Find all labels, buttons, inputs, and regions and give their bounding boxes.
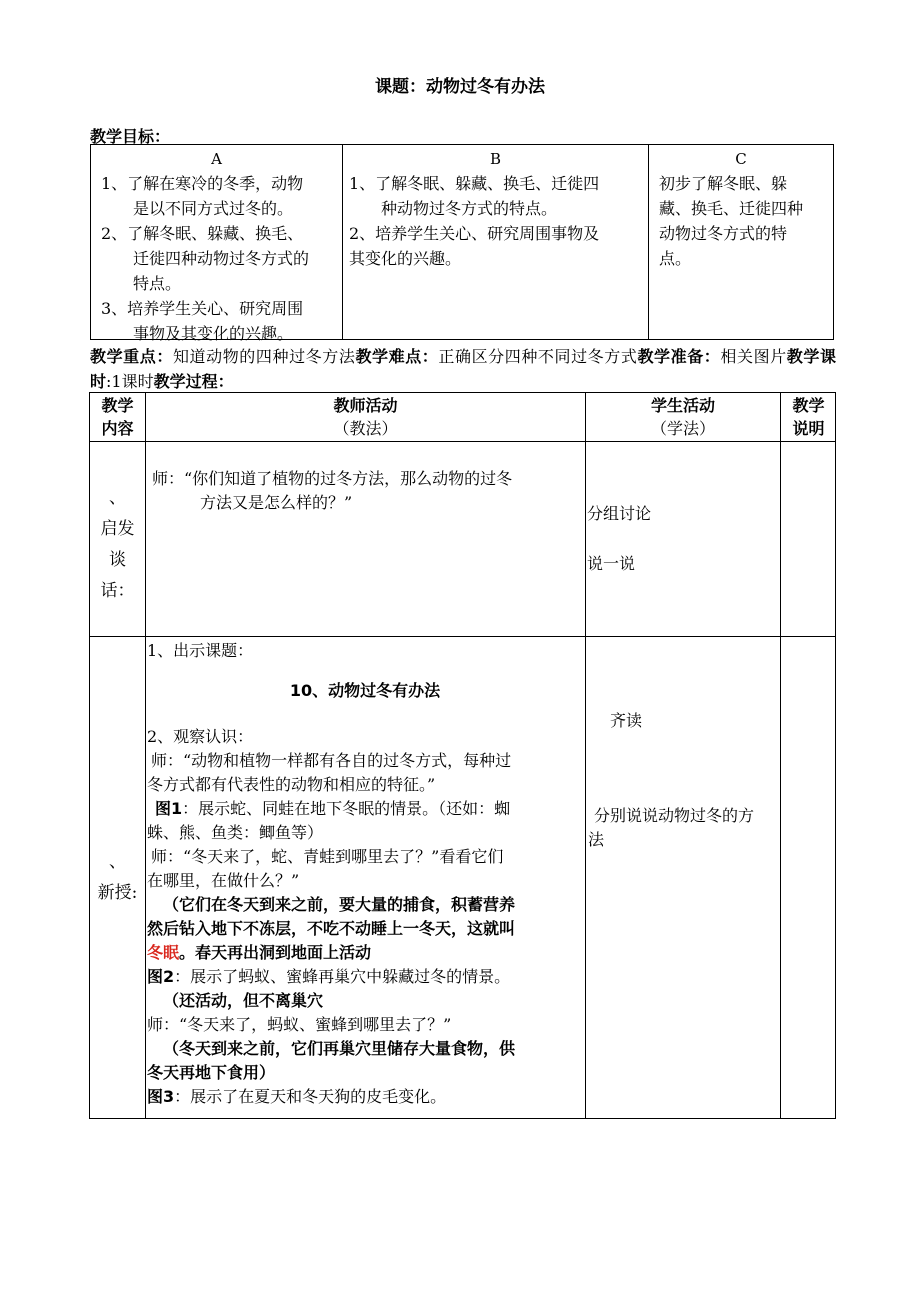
figure-label: 图1 bbox=[155, 799, 183, 818]
text-line: 1、出示课题： bbox=[147, 641, 254, 660]
objective-header-b: B bbox=[489, 150, 502, 168]
student-activity-intro bbox=[587, 502, 777, 576]
header-text: 说明 bbox=[792, 419, 825, 438]
header-text: 教学 bbox=[101, 396, 134, 415]
objective-line: 2、了解冬眠、躲藏、换毛、 bbox=[101, 224, 304, 243]
objectives-label: 教学目标： bbox=[90, 127, 171, 146]
text-line: ：展示了蚂蚁、蜜蜂再巢穴中躲藏过冬的情景。 bbox=[174, 967, 511, 986]
header-text: 教师活动 bbox=[333, 396, 398, 415]
teacher-activity-new bbox=[147, 639, 583, 1109]
objectives-table bbox=[90, 144, 834, 343]
text-line: 师：“动物和植物一样都有各自的过冬方式，每种过 bbox=[151, 751, 512, 770]
row-label-text: 话： bbox=[100, 581, 135, 601]
column-divider bbox=[585, 393, 586, 1118]
objective-line: 其变化的兴趣。 bbox=[349, 249, 462, 268]
header-text: 内容 bbox=[101, 419, 134, 438]
objective-column-a bbox=[91, 145, 343, 343]
objective-line: 2、培养学生关心、研究周围事物及 bbox=[349, 224, 600, 243]
objective-line: 点。 bbox=[659, 249, 692, 268]
lesson-info bbox=[90, 344, 836, 394]
student-activity-discuss bbox=[588, 804, 778, 852]
text-line: 方法又是怎么样的？” bbox=[152, 493, 353, 512]
row-label-text: 新授: bbox=[97, 883, 138, 903]
objective-line: 1、了解在寒冷的冬季，动物 bbox=[101, 174, 304, 193]
objective-line: 是以不同方式过冬的。 bbox=[101, 199, 294, 218]
row-label-text: 、 bbox=[109, 852, 126, 872]
lesson-title: 10、动物过冬有办法 bbox=[289, 681, 441, 700]
header-note bbox=[781, 394, 836, 440]
hours-label: 教学课时 bbox=[90, 347, 836, 391]
objective-line: 特点。 bbox=[101, 274, 182, 293]
figure-label: 图3 bbox=[147, 1087, 175, 1106]
objective-line: 1、了解冬眠、躲藏、换毛、迁徙四 bbox=[349, 174, 600, 193]
objective-line: 事物及其变化的兴趣。 bbox=[101, 324, 294, 343]
objective-column-c bbox=[649, 145, 833, 339]
focus-label: 教学重点： bbox=[90, 347, 173, 366]
text-line: 冬方式都有代表性的动物和相应的特征。” bbox=[147, 775, 436, 794]
objective-line: 动物过冬方式的特 bbox=[659, 224, 788, 243]
row-label-text: 谈 bbox=[109, 550, 126, 570]
row-label-intro bbox=[90, 483, 145, 607]
student-activity-read: 齐读 bbox=[610, 711, 643, 730]
text-line: 法 bbox=[588, 830, 605, 849]
objective-column-b bbox=[343, 145, 649, 339]
objective-line: 种动物过冬方式的特点。 bbox=[349, 199, 558, 218]
header-teacher bbox=[146, 394, 585, 440]
process-table bbox=[89, 392, 836, 1119]
objective-line: 迁徙四种动物过冬方式的 bbox=[101, 249, 310, 268]
prep-text: 相关图片 bbox=[720, 347, 787, 366]
objective-header-a: A bbox=[211, 150, 222, 168]
focus-text: 知道动物的四种过冬方法 bbox=[172, 347, 356, 366]
text-line: 分组讨论 bbox=[587, 504, 652, 523]
objective-header-c: C bbox=[735, 150, 747, 168]
row-label-text: 启发 bbox=[100, 519, 135, 539]
page-title: 课题：动物过冬有办法 bbox=[375, 77, 545, 97]
teacher-activity-intro bbox=[152, 467, 582, 515]
answer-line: 然后钻入地下不冻层，不吃不动睡上一冬天，这就叫 bbox=[147, 919, 516, 938]
objective-line: 藏、换毛、迁徙四种 bbox=[659, 199, 804, 218]
objective-text-a bbox=[91, 171, 342, 346]
prep-label: 教学准备： bbox=[637, 347, 721, 366]
answer-line: （冬天到来之前，它们再巢穴里储存大量食物，供 bbox=[163, 1039, 516, 1058]
text-line: 说一说 bbox=[587, 554, 636, 573]
text-line: 2、观察认识： bbox=[147, 727, 254, 746]
text-line: ：展示蛇、同蛙在地下冬眠的情景。（还如：蜘 bbox=[182, 799, 511, 818]
header-text: 教学 bbox=[792, 396, 825, 415]
difficulty-text: 正确区分四种不同过冬方式 bbox=[438, 347, 638, 366]
row-label-new bbox=[90, 847, 145, 909]
hours-text: :1课时 bbox=[106, 372, 154, 391]
column-divider bbox=[145, 393, 146, 1118]
text-line: 分别说说动物过冬的方 bbox=[594, 806, 755, 825]
answer-line: （它们在冬天到来之前，要大量的捕食，积蓄营养 bbox=[163, 895, 516, 914]
objective-line: 初步了解冬眠、躲 bbox=[659, 174, 788, 193]
text-line: 在哪里，在做什么？” bbox=[147, 871, 300, 890]
row-label-text: 、 bbox=[109, 488, 126, 508]
answer-line: 。春天再出洞到地面上活动 bbox=[179, 943, 372, 962]
header-content bbox=[90, 394, 145, 440]
row-divider bbox=[90, 441, 835, 442]
objective-text-b bbox=[343, 171, 648, 271]
objective-line: 3、培养学生关心、研究周围 bbox=[101, 299, 304, 318]
text-line: 师：“冬天来了，蛇、青蛙到哪里去了？”看看它们 bbox=[151, 847, 504, 866]
figure-label: 图2 bbox=[147, 967, 175, 986]
text-line: 师：“冬天来了，蚂蚁、蜜蜂到哪里去了？” bbox=[147, 1015, 452, 1034]
answer-line: （还活动，但不离巢穴 bbox=[163, 991, 324, 1010]
header-text: 学生活动 bbox=[650, 396, 715, 415]
header-student bbox=[586, 394, 780, 440]
header-subtext: （学法） bbox=[650, 419, 715, 438]
text-line: ：展示了在夏天和冬天狗的皮毛变化。 bbox=[174, 1087, 447, 1106]
objective-text-c bbox=[649, 171, 833, 271]
difficulty-label: 教学难点： bbox=[355, 347, 439, 366]
highlight-term: 冬眠 bbox=[147, 943, 180, 962]
text-line: 师：“你们知道了植物的过冬方法，那么动物的过冬 bbox=[152, 469, 513, 488]
text-line: 蛛、熊、鱼类：鲫鱼等） bbox=[147, 823, 324, 842]
header-subtext: （教法） bbox=[333, 419, 398, 438]
column-divider bbox=[780, 393, 781, 1118]
row-divider bbox=[90, 636, 835, 637]
process-label: 教学过程： bbox=[153, 372, 234, 391]
answer-line: 冬天再地下食用） bbox=[147, 1063, 276, 1082]
